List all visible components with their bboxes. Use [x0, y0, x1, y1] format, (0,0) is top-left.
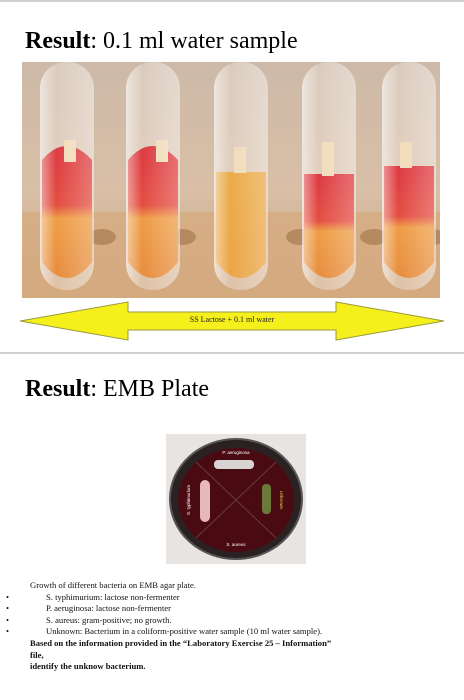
instruction-line-2: file,	[30, 649, 44, 660]
s-typhimurium-streak	[200, 480, 210, 522]
list-item-text: Unknown: Bacterium in a coliform-positive water sample (10 ml water sample).	[46, 626, 323, 637]
list-item-text: S. typhimurium: lactose non-fermenter	[46, 591, 180, 602]
slide2-title	[25, 376, 209, 403]
slide-emb-plate	[0, 352, 464, 700]
list-item-text: S. aureus: gram-positive; no growth.	[46, 614, 172, 625]
caption: Growth of different bacteria on EMB agar plate.	[30, 580, 196, 590]
slide2-title-rest: : EMB Plate	[90, 376, 210, 402]
slide1-title	[25, 28, 298, 55]
test-tube-3	[214, 62, 268, 290]
list-item-text: P. aeruginosa: lactose non-fermenter	[46, 603, 172, 614]
notes-block	[6, 580, 450, 673]
list-item: • S. aureus: gram-positive; no growth.	[6, 614, 172, 625]
label-unknown: Unknown	[279, 490, 284, 510]
bullet-list	[6, 591, 450, 638]
test-tube-2	[126, 62, 180, 290]
arrow-label: SS Lactose + 0.1 ml water	[189, 315, 275, 324]
slide2-title-bold: Result	[25, 376, 91, 402]
label-p-aeruginosa: P. aeruginosa	[222, 450, 250, 455]
instruction-line-3: identify the unknow bacterium.	[30, 661, 146, 672]
label-s-aureus: S. aureus	[226, 542, 246, 547]
unknown-streak	[262, 484, 271, 514]
instruction-line-1: Based on the information provided in the “Laboratory Exercise 25 – Information”	[30, 637, 332, 648]
test-tubes-photo	[22, 62, 440, 298]
label-s-typhimurium: S. typhimurium	[186, 484, 191, 516]
test-tube-1	[40, 62, 94, 290]
test-tube-5	[382, 62, 436, 290]
slide1-title-bold: Result	[25, 28, 91, 54]
slide1-title-rest: : 0.1 ml water sample	[90, 28, 298, 54]
list-item: • Unknown: Bacterium in a coliform-positive water sample (10 ml water sample).	[6, 626, 323, 637]
p-aeruginosa-streak	[214, 460, 254, 469]
list-item: • P. aeruginosa: lactose non-fermenter	[6, 603, 172, 614]
list-item: • S. typhimurium: lactose non-fermenter	[6, 591, 180, 602]
test-tube-4	[302, 62, 356, 290]
emb-plate-photo	[166, 434, 306, 564]
